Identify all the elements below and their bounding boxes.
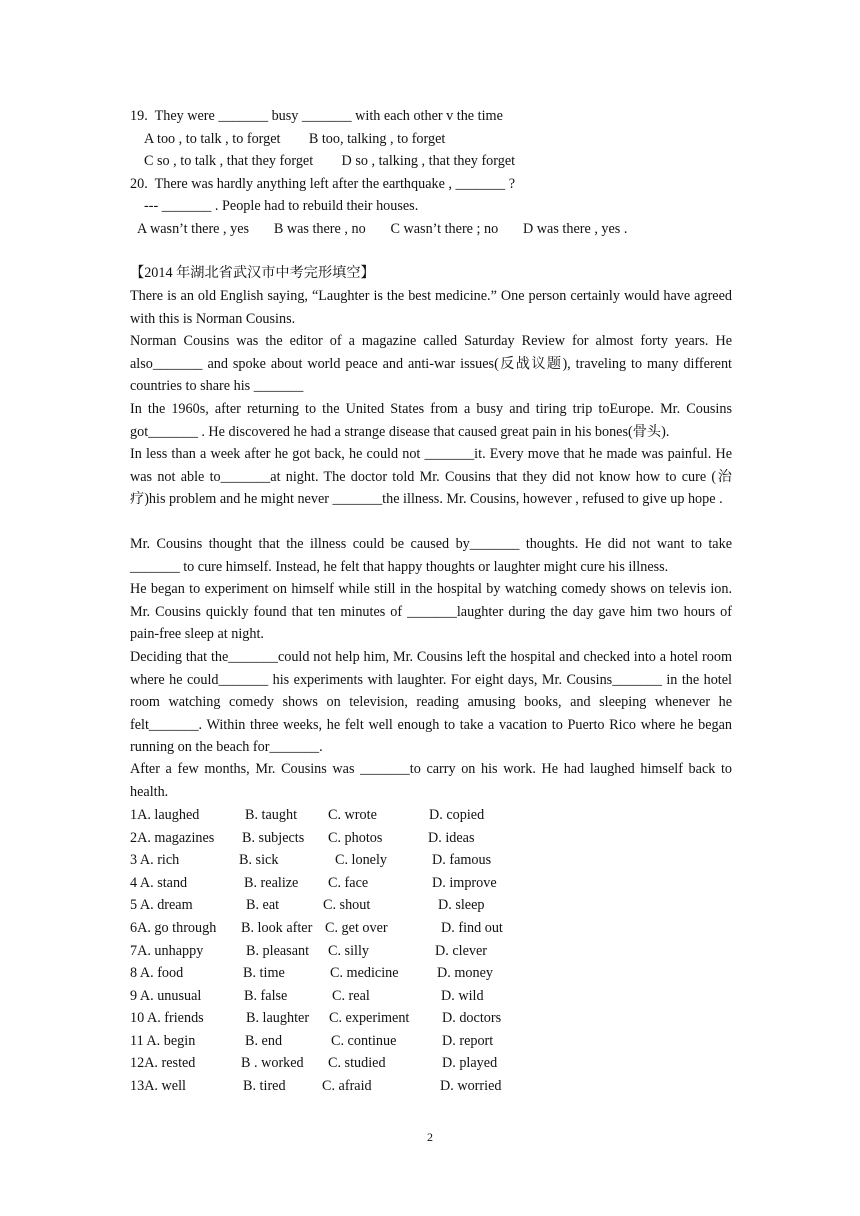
option-c: C. experiment <box>329 1010 410 1026</box>
option-d: D. money <box>437 965 493 981</box>
option-b: B. pleasant <box>246 943 310 959</box>
option-a: 7A. unhappy <box>130 943 204 959</box>
option-a: 5 A. dream <box>130 897 193 913</box>
option-b: B. tired <box>243 1078 286 1094</box>
option-c: C. wrote <box>328 807 377 823</box>
option-d: D. played <box>442 1055 498 1071</box>
option-c: C. studied <box>328 1055 386 1071</box>
option-d: D. copied <box>429 807 485 823</box>
option-b: B . worked <box>241 1055 304 1071</box>
option-c: C. continue <box>331 1033 397 1049</box>
option-a: 2A. magazines <box>130 830 215 846</box>
option-a: 11 A. begin <box>130 1033 196 1049</box>
question-20-reply: --- _______ . People had to rebuild their houses. <box>144 198 419 214</box>
option-d: D. improve <box>432 875 497 891</box>
option-c: C. afraid <box>322 1078 372 1094</box>
option-d: D. sleep <box>438 897 485 913</box>
option-b: B. realize <box>244 875 299 891</box>
option-c: C. get over <box>325 920 388 936</box>
question-20-options-row-1: A wasn’t there , yes B was there , no C wasn’t there ; no D was there , yes . <box>137 221 628 237</box>
page-number: 2 <box>427 1130 433 1144</box>
option-d: D. clever <box>435 943 487 959</box>
option-b: B. laughter <box>246 1010 310 1026</box>
option-c: C. silly <box>328 943 369 959</box>
option-b: B. end <box>245 1033 283 1049</box>
option-d: D. report <box>442 1033 494 1049</box>
option-a: 1A. laughed <box>130 807 200 823</box>
passage-paragraph-2: Norman Cousins was the editor of a magazine called Saturday Review for almost forty years. He also_______ and spoke about world peace and anti-war issues(反战议题), traveling to many different countries to share his _______ <box>130 333 732 395</box>
option-b: B. taught <box>245 807 298 823</box>
question-20-stem: 20. There was hardly anything left after the earthquake , _______ ? <box>130 176 516 192</box>
passage-paragraph-3: In the 1960s, after returning to the United States from a busy and tiring trip toEurope. Mr. Cousins got_______ . He discovered he had a strange disease that caused great pain in his bones(骨头). <box>130 401 732 440</box>
option-d: D. worried <box>440 1078 502 1094</box>
option-a: 4 A. stand <box>130 875 188 891</box>
passage-paragraph-7: Deciding that the_______could not help him, Mr. Cousins left the hospital and checked into a hotel room where he could_______ his experiments with laughter. For eight days, Mr. Cousins_______ in the hotel room watching comedy shows on television, reading amusing books, and sleeping whenever he felt_______. Within three weeks, he felt well enough to take a vacation to Puerto Rico where he began running on the beach for_______. <box>130 649 732 756</box>
option-a: 13A. well <box>130 1078 186 1094</box>
option-a: 12A. rested <box>130 1055 196 1071</box>
section-heading: 【2014 年湖北省武汉市中考完形填空】 <box>130 265 375 281</box>
passage-paragraph-5: Mr. Cousins thought that the illness could be caused by_______ thoughts. He did not want to take _______ to cure himself. Instead, he felt that happy thoughts or laughter might cure his illness. <box>130 536 732 575</box>
question-19-options-row-1: A too , to talk , to forget B too, talking , to forget <box>144 131 446 147</box>
passage-paragraph-4: In less than a week after he got back, he could not _______it. Every move that he made was painful. He was not able to_______at night. The doctor told Mr. Cousins that they did not know how to cure (治疗)his problem and he might never _______the illness. Mr. Cousins, however , refused to give up hope . <box>130 446 732 508</box>
option-a: 3 A. rich <box>130 852 180 868</box>
option-d: D. find out <box>441 920 503 936</box>
option-b: B. look after <box>241 920 313 936</box>
option-c: C. face <box>328 875 369 891</box>
option-a: 8 A. food <box>130 965 184 981</box>
option-b: B. subjects <box>242 830 305 846</box>
passage-paragraph-1: There is an old English saying, “Laughter is the best medicine.” One person certainly would have agreed with this is Norman Cousins. <box>130 288 732 327</box>
option-a: 6A. go through <box>130 920 217 936</box>
option-d: D. ideas <box>428 830 475 846</box>
option-d: D. wild <box>441 988 484 1004</box>
option-b: B. false <box>244 988 288 1004</box>
option-c: C. photos <box>328 830 383 846</box>
question-19-options-row-2: C so , to talk , that they forget D so , talking , that they forget <box>144 153 516 169</box>
option-c: C. medicine <box>330 965 399 981</box>
option-a: 10 A. friends <box>130 1010 204 1026</box>
option-b: B. sick <box>239 852 279 868</box>
option-c: C. shout <box>323 897 371 913</box>
option-b: B. eat <box>246 897 280 913</box>
option-a: 9 A. unusual <box>130 988 202 1004</box>
passage-paragraph-6: He began to experiment on himself while still in the hospital by watching comedy shows on televis ion. Mr. Cousins quickly found that ten minutes of _______laughter during the day gave him two hours of pain-free sleep at night. <box>130 581 732 643</box>
passage-paragraph-8: After a few months, Mr. Cousins was _______to carry on his work. He had laughed himself back to health. <box>130 761 732 800</box>
question-19-stem: 19. They were _______ busy _______ with each other v the time <box>130 108 503 124</box>
option-b: B. time <box>243 965 285 981</box>
option-c: C. lonely <box>335 852 388 868</box>
option-c: C. real <box>332 988 370 1004</box>
option-d: D. famous <box>432 852 492 868</box>
option-d: D. doctors <box>442 1010 502 1026</box>
